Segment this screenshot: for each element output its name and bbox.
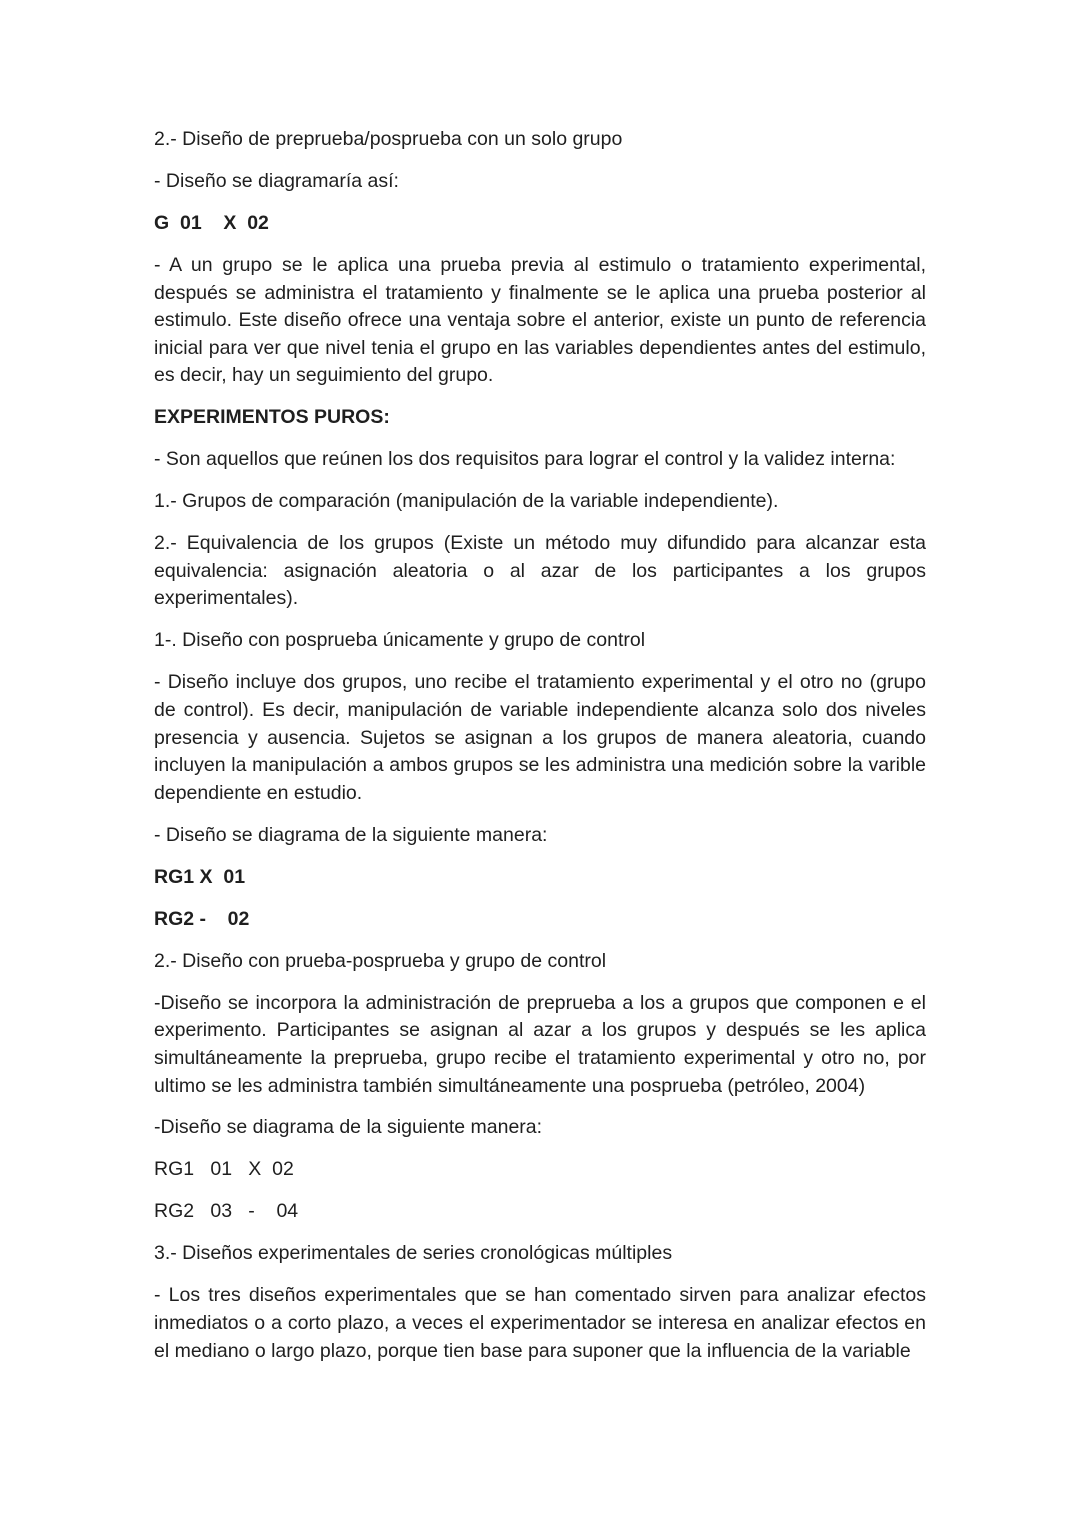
diagram-rg2-pretest-line: RG2 03 - 04 <box>154 1200 299 1223</box>
paragraph-heading-pretest-posttest: 2.- Diseño con prueba-posprueba y grupo de control <box>154 949 607 972</box>
paragraph-heading-single-group: 2.- Diseño de preprueba/posprueba con un solo grupo <box>154 128 623 150</box>
paragraph-heading-posttest-only: 1-. Diseño con posprueba únicamente y grupo de control <box>154 629 646 652</box>
paragraph-pure-definition: - Son aquellos que reúnen los dos requisitos para lograr el control y la validez interna: <box>154 448 896 471</box>
section-heading-pure-experiments: EXPERIMENTOS PUROS: <box>154 406 390 429</box>
diagram-rg2-line: RG2 - 02 <box>154 907 250 930</box>
paragraph-heading-time-series: 3.- Diseños experimentales de series cronológicas múltiples <box>154 1242 673 1265</box>
diagram-single-group: G 01 X 02 <box>154 211 269 234</box>
diagram-rg1-pretest-line: RG1 01 X 02 <box>154 1158 294 1181</box>
paragraph-requirement-2: 2.- Equivalencia de los grupos (Existe un método muy difundido para alcanzar esta equivalencia: asignación aleatoria o al azar de los participantes a los grupos experimentales). <box>154 532 926 610</box>
paragraph-diagram-intro-3: -Diseño se diagrama de la siguiente manera: <box>154 1116 543 1139</box>
paragraph-requirement-1: 1.- Grupos de comparación (manipulación de la variable independiente). <box>154 490 779 513</box>
paragraph-diagram-intro-2: - Diseño se diagrama de la siguiente manera: <box>154 823 548 846</box>
paragraph-diagram-intro: - Diseño se diagramaría así: <box>154 169 399 192</box>
paragraph-pretest-posttest-description: -Diseño se incorpora la administración de preprueba a los a grupos que componen e el experimento. Participantes se asignan al azar a los grupos y después se les aplica simultáneamente la preprueba, grupo recibe el tratamiento experimental y otro no, por ultimo se les administra también simultáneamente una posprueba (petróleo, 2004) <box>154 991 926 1097</box>
paragraph-single-group-description: - A un grupo se le aplica una prueba previa al estimulo o tratamiento experimental, después se administra el tratamiento y finalmente se le aplica una prueba posterior al estimulo. Este diseño ofrece una ventaja sobre el anterior, existe un punto de referencia inicial para ver que nivel tenia el grupo en las variables dependientes antes del estimulo, es decir, hay un seguimiento del grupo. <box>154 253 926 387</box>
diagram-rg1-line: RG1 X 01 <box>154 865 246 888</box>
document-page <box>154 126 926 1380</box>
paragraph-time-series-description: - Los tres diseños experimentales que se han comentado sirven para analizar efectos inmediatos o a corto plazo, a veces el experimentador se interesa en analizar efectos en el mediano o largo plazo, porque tien base para suponer que la influencia de la variable <box>154 1284 926 1362</box>
paragraph-posttest-only-description: - Diseño incluye dos grupos, uno recibe el tratamiento experimental y el otro no (grupo de control). Es decir, manipulación de variable independiente alcanza solo dos niveles presencia y ausencia. Sujetos se asignan a los grupos de manera aleatoria, cuando incluyen la manipulación a ambos grupos se les administra una medición sobre la varible dependiente en estudio. <box>154 671 926 804</box>
